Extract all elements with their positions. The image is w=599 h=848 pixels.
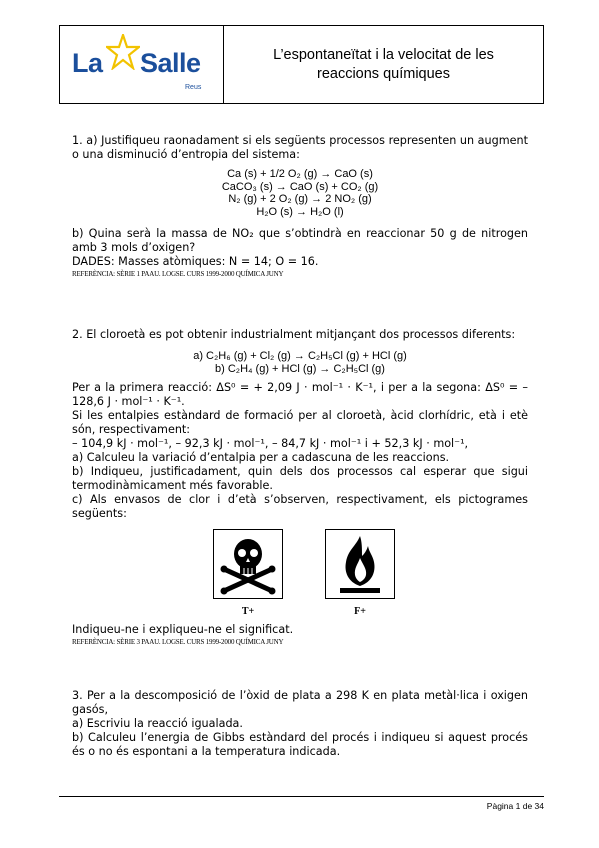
skull-crossbones-icon bbox=[214, 530, 282, 598]
q1-equation-1: Ca (s) + 1/2 O₂ (g) → CaO (s) bbox=[227, 168, 373, 180]
logo-salle-text: Salle bbox=[140, 48, 201, 78]
q2-equation-a: a) C₂H₆ (g) + Cl₂ (g) → C₂H₅Cl (g) + HCl (g) bbox=[193, 350, 407, 362]
pictogram-row bbox=[213, 529, 528, 619]
q1-data: DADES: Masses atòmiques: N = 14; O = 16. bbox=[72, 255, 319, 268]
title-line-2: reaccions químiques bbox=[317, 65, 450, 82]
pictogram-flammable bbox=[325, 529, 395, 619]
q2-part-a: a) Calculeu la variació d’entalpia per a cadascuna de les reaccions. bbox=[72, 451, 450, 464]
q3-part-b: b) Calculeu l’energia de Gibbs estàndard del procés i indiqueu si aquest procés és o no és espontani a la temperatura indicada. bbox=[72, 731, 528, 758]
document-body bbox=[72, 134, 528, 759]
q3-part-a: a) Escriviu la reacció igualada. bbox=[72, 717, 243, 730]
q3-intro: 3. Per a la descomposició de l’òxid de plata a 298 K en plata metàl·lica i oxigen gasós, bbox=[72, 689, 528, 716]
flame-icon bbox=[326, 530, 394, 598]
logo-reus-text: Reus bbox=[185, 84, 202, 91]
q2-enthalpy-text: Si les entalpies estàndard de formació per al cloroetà, àcid clorhídric, età i etè són, respectivament: bbox=[72, 409, 528, 436]
q2-after-pictograms: Indiqueu-ne i expliqueu-ne el significat. bbox=[72, 623, 294, 636]
q1-equation-3: N₂ (g) + 2 O₂ (g) → 2 NO₂ (g) bbox=[228, 193, 372, 205]
q2-entropy-text: Per a la primera reacció: ΔS⁰ = + 2,09 J · mol⁻¹ · K⁻¹, i per a la segona: ΔS⁰ = – 128,6 J · mol⁻¹ · K⁻¹. bbox=[72, 381, 528, 408]
q1-reference: REFERÈNCIA: SÈRIE 1 PAAU. LOGSE. CURS 1999-2000 QUÍMICA JUNY bbox=[72, 270, 284, 278]
footer-divider bbox=[59, 796, 544, 797]
q1-equation-4: H₂O (s) → H₂O (l) bbox=[256, 205, 344, 218]
document-header bbox=[59, 25, 544, 104]
pictogram-toxic-label: T+ bbox=[241, 606, 255, 617]
pictogram-flammable-label: F+ bbox=[354, 606, 366, 617]
q1-part-b: b) Quina serà la massa de NO₂ que s’obtindrà en reaccionar 50 g de nitrogen amb 3 mols d’oxigen? bbox=[72, 227, 528, 254]
q2-equation-b: b) C₂H₄ (g) + HCl (g) → C₂H₅Cl (g) bbox=[215, 362, 385, 375]
q2-reference: REFERÈNCIA: SÈRIE 3 PAAU. LOGSE. CURS 1999-2000 QUÍMICA JUNY bbox=[72, 638, 284, 646]
q2-part-b: b) Indiqueu, justificadament, quin dels dos processos cal esperar que sigui termodinàmicament més favorable. bbox=[72, 465, 528, 492]
q2-enthalpy-values: – 104,9 kJ · mol⁻¹, – 92,3 kJ · mol⁻¹, – 84,7 kJ · mol⁻¹ i + 52,3 kJ · mol⁻¹, bbox=[72, 437, 469, 450]
page-number: Pàgina 1 de 34 bbox=[486, 801, 544, 811]
star-icon bbox=[106, 34, 140, 70]
q2-intro: 2. El cloroetà es pot obtenir industrialment mitjançant dos processos diferents: bbox=[72, 328, 516, 341]
document-title bbox=[224, 26, 543, 103]
q1-intro: 1. a) Justifiqueu raonadament si els següents processos representen un augment o una disminució d’entropia del sistema: bbox=[72, 134, 528, 161]
title-line-1: L’espontaneïtat i la velocitat de les bbox=[273, 46, 494, 63]
q2-part-c: c) Als envasos de clor i d’età s’observen, respectivament, els pictogrames següents: bbox=[72, 493, 528, 520]
logo-la-text: La bbox=[72, 48, 103, 78]
logo-la-salle bbox=[60, 26, 224, 103]
q1-equation-2: CaCO₃ (s) → CaO (s) + CO₂ (g) bbox=[221, 180, 379, 193]
pictogram-toxic bbox=[213, 529, 283, 619]
